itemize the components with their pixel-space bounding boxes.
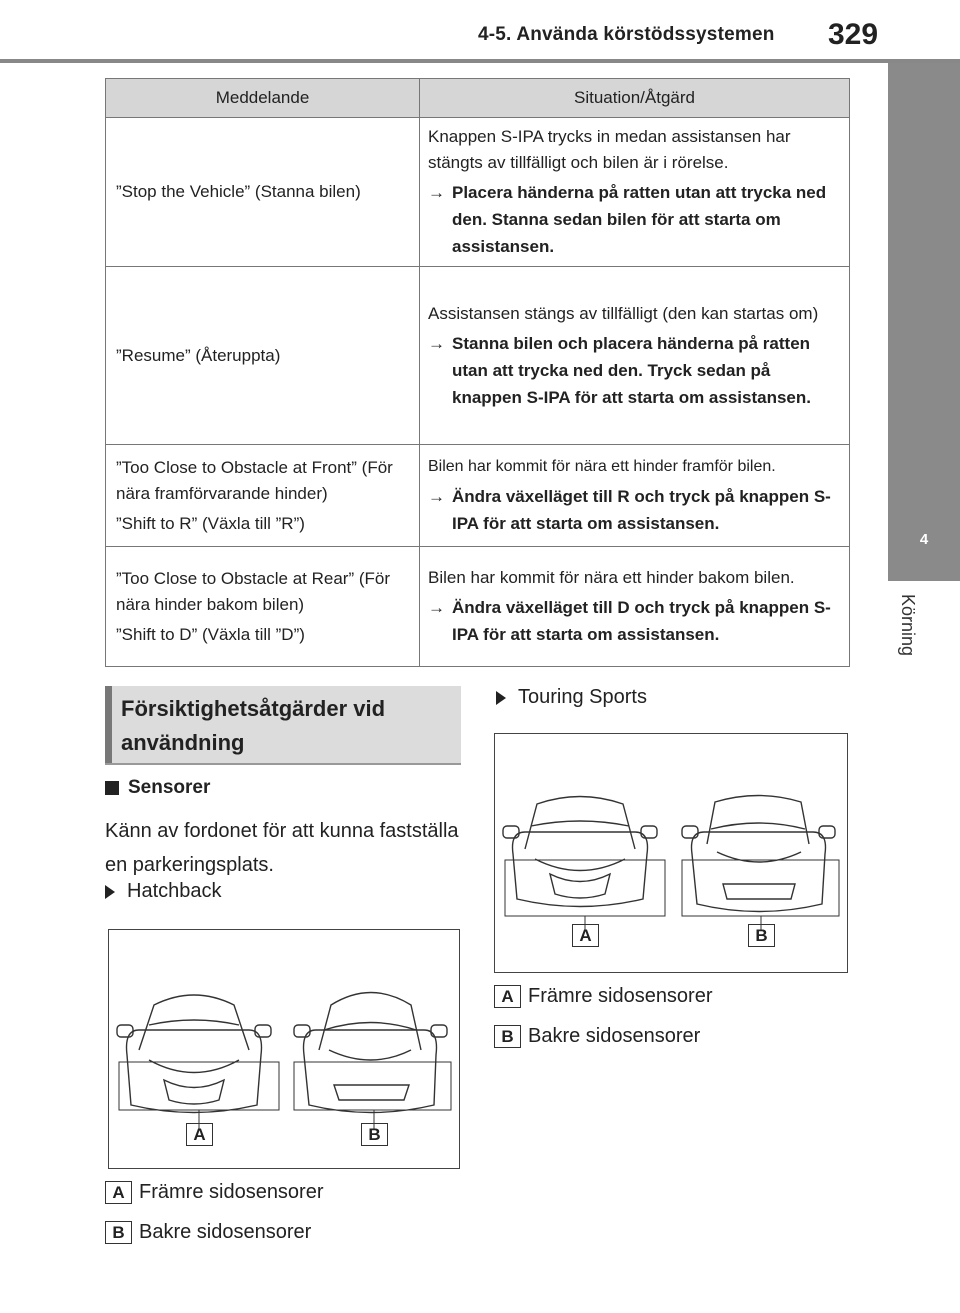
header-divider [0, 59, 960, 63]
situation-cell [420, 445, 850, 547]
hatchback-car-icon [109, 930, 459, 1168]
legend-item-a [494, 985, 713, 1008]
legend-item-a [105, 1181, 324, 1204]
action-text: Stanna bilen och placera händerna på ratten utan att trycka ned den. Tryck sedan på knappen S-IPA för att starta om assistansen. [452, 333, 811, 407]
situation-text: Bilen har kommit för nära ett hinder bakom bilen. [428, 568, 795, 587]
page-number: 329 [828, 18, 879, 51]
message-text: ”Too Close to Obstacle at Rear” (För nära hinder bakom bilen) [116, 568, 390, 614]
table-header-row [106, 79, 850, 118]
message-text: ”Shift to D” (Växla till ”D”) [116, 624, 305, 644]
legend-marker-b: B [105, 1221, 132, 1244]
square-bullet-icon [105, 781, 119, 795]
touring-figure [494, 733, 848, 973]
subheading [105, 777, 210, 799]
table-row [106, 445, 850, 547]
message-cell [106, 267, 420, 445]
legend-text: Främre sidosensorer [139, 1181, 324, 1203]
message-text: ”Too Close to Obstacle at Front” (För nära framförvarande hinder) [116, 457, 393, 503]
heading-accent-bar [105, 686, 112, 763]
arrow-icon: → [428, 333, 445, 353]
legend-item-b [494, 1025, 700, 1048]
body-paragraph: Känn av fordonet för att kunna fastställa en parkeringsplats. [105, 820, 459, 876]
action-line [428, 483, 843, 537]
legend-text: Bakre sidosensorer [139, 1221, 312, 1243]
table-row [106, 118, 850, 267]
legend-text: Främre sidosensorer [528, 985, 713, 1007]
message-text: ”Resume” (Återuppta) [116, 345, 281, 365]
variant-label: Touring Sports [518, 686, 647, 708]
marker-b: B [748, 924, 775, 947]
marker-a: A [572, 924, 599, 947]
legend-marker-a: A [105, 1181, 132, 1204]
action-text: Placera händerna på ratten utan att trycka ned den. Stanna sedan bilen för att starta om assistansen. [452, 183, 827, 256]
situation-text: Assistansen stängs av tillfälligt (den kan startas om) [428, 303, 819, 323]
message-table [105, 78, 850, 667]
message-text: ”Shift to R” (Växla till ”R”) [116, 513, 305, 533]
message-cell [106, 547, 420, 667]
column-header-message: Meddelande [106, 79, 420, 118]
subheading-text: Sensorer [128, 777, 211, 798]
situation-text: Bilen har kommit för nära ett hinder framför bilen. [428, 458, 776, 475]
action-line [428, 330, 843, 411]
legend-marker-a: A [494, 985, 521, 1008]
running-header: 4-5. Använda körstödssystemen [478, 24, 775, 45]
action-line [428, 594, 843, 648]
chapter-label-wrap [888, 594, 928, 674]
variant-label: Hatchback [127, 880, 222, 902]
legend-marker-b: B [494, 1025, 521, 1048]
column-header-situation: Situation/Åtgärd [420, 79, 850, 118]
action-text: Ändra växelläget till R och tryck på knappen S-IPA för att starta om assistansen. [452, 487, 831, 533]
arrow-icon: → [428, 598, 445, 617]
section-heading-box [105, 686, 461, 765]
chapter-label: Körning [898, 594, 918, 657]
legend-item-b [105, 1221, 311, 1244]
situation-cell [420, 267, 850, 445]
arrow-icon: → [428, 487, 445, 506]
message-cell [106, 445, 420, 547]
variant-touring-sports [496, 686, 647, 709]
marker-b: B [361, 1123, 388, 1146]
legend-text: Bakre sidosensorer [528, 1025, 701, 1047]
triangle-right-icon [496, 691, 506, 705]
chapter-number: 4 [919, 531, 929, 548]
hatchback-figure [108, 929, 460, 1169]
situation-cell [420, 118, 850, 267]
message-text: ”Stop the Vehicle” (Stanna bilen) [116, 182, 361, 201]
table-row [106, 547, 850, 667]
triangle-right-icon [105, 885, 115, 899]
action-line [428, 179, 843, 260]
situation-text: Knappen S-IPA trycks in medan assistansen har stängts av tillfälligt och bilen är i rörelse. [428, 127, 791, 172]
variant-hatchback [105, 880, 222, 903]
message-cell [106, 118, 420, 267]
table-row [106, 267, 850, 445]
chapter-tab [888, 63, 960, 581]
action-text: Ändra växelläget till D och tryck på knappen S-IPA för att starta om assistansen. [452, 598, 831, 644]
arrow-icon: → [428, 183, 445, 202]
section-heading: Försiktighetsåtgärder vid användning [121, 696, 386, 755]
situation-cell [420, 547, 850, 667]
marker-a: A [186, 1123, 213, 1146]
touring-car-icon [495, 734, 847, 972]
